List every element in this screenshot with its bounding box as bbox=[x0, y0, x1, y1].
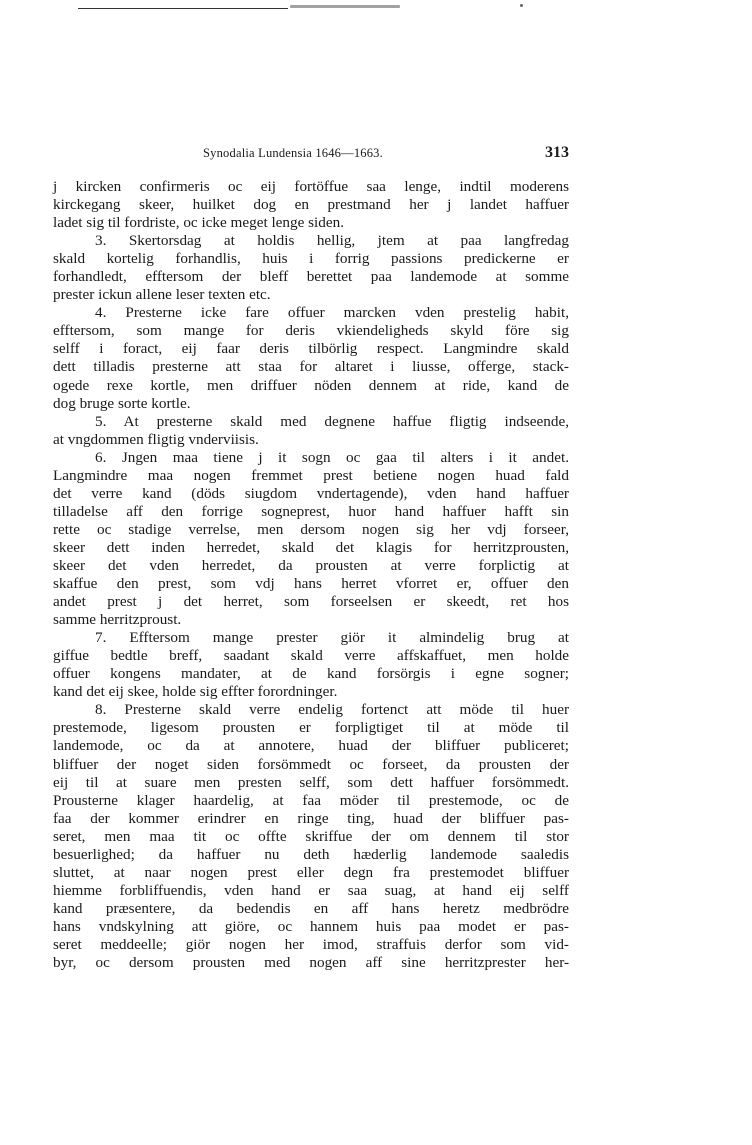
text-line: ladet sig til fordriste, oc icke meget lenge siden. bbox=[53, 214, 345, 232]
text-line: hans vndskylning att giöre, oc hannem huis paa modet er pas- bbox=[53, 917, 569, 935]
top-print-dot bbox=[520, 4, 523, 7]
text-line: 7. Efftersom mange prester giör it almindelig brug at bbox=[95, 629, 569, 647]
text-line: ogede rexe kortle, men driffuer nöden dennem at ride, kand de bbox=[53, 376, 569, 394]
top-rule bbox=[78, 8, 288, 9]
text-line: 6. Jngen maa tiene j it sogn oc gaa til alters i it andet. bbox=[95, 448, 569, 466]
text-line: giffue bedtle breff, saadant skald verre affskaffuet, men holde bbox=[53, 647, 569, 665]
page-header bbox=[53, 144, 569, 166]
text-line: samme herritzproust. bbox=[53, 611, 182, 629]
text-line: skeer dett inden herredet, skald det klagis for herritzprousten, bbox=[53, 538, 569, 556]
text-line: hiemme forbliffuendis, vden hand er saa suag, at hand eij selff bbox=[53, 881, 569, 899]
text-line: skaffue den prest, som vdj hans herret vforret er, offuer den bbox=[53, 575, 569, 593]
text-line: kand det eij skee, holde sig effter forordninger. bbox=[53, 683, 338, 701]
text-line: offuer kongens mandater, at de kand forsörgis i egne sogner; bbox=[53, 665, 569, 683]
text-line: seret meddeelle; giör nogen her imod, straffuis derfor som vid- bbox=[53, 935, 569, 953]
text-line: skeer det vden herredet, da prousten at verre forplictig at bbox=[53, 556, 569, 574]
text-line: 4. Presterne icke fare offuer marcken vden prestelig habit, bbox=[95, 304, 569, 322]
text-line: dog bruge sorte kortle. bbox=[53, 394, 191, 412]
page-number: 313 bbox=[545, 144, 569, 161]
text-line: skald kortelig forhandlis, huis i forrig passions predickerne er bbox=[53, 250, 569, 268]
text-line: eij til at suare men presten selff, som dett haffuer forsömmedt. bbox=[53, 773, 569, 791]
text-line: 3. Skertorsdag at holdis hellig, jtem at paa langfredag bbox=[95, 232, 569, 250]
text-line: det verre kand (döds siugdom vndertagende), vden hand haffuer bbox=[53, 484, 569, 502]
text-line: byr, oc dersom prousten med nogen aff sine herritzprester her- bbox=[53, 954, 569, 972]
text-line: landemode, oc da at annotere, huad der bliffuer publiceret; bbox=[53, 737, 569, 755]
text-line: 5. At presterne skald med degnene haffue fligtig indseende, bbox=[95, 412, 569, 430]
text-line: forhandledt, efftersom der bleff berettet paa landemode at somme bbox=[53, 268, 569, 286]
text-line: besuerlighed; da haffuer nu deth hæderlig landemode saaledis bbox=[53, 845, 569, 863]
text-line: Langmindre maa nogen fremmet prest betiene nogen huad fald bbox=[53, 466, 569, 484]
text-line: kand præsentere, da bedendis en aff hans heretz medbrödre bbox=[53, 899, 569, 917]
text-line: sluttet, at naar nogen prest eller degn fra prestemodet bliffuer bbox=[53, 863, 569, 881]
text-line: prestemode, ligesom prousten er forpligtiget til at möde til bbox=[53, 719, 569, 737]
text-line: tilladelse aff den forrige sogneprest, huor hand haffuer hafft sin bbox=[53, 502, 569, 520]
text-line: Prousterne klager haardelig, at faa möder til prestemode, oc de bbox=[53, 791, 569, 809]
text-line: at vngdommen fligtig vnderviisis. bbox=[53, 430, 259, 448]
text-line: 8. Presterne skald verre endelig fortenct att möde til huer bbox=[95, 701, 569, 719]
text-line: efftersom, som mange for deris vkiendeligheds skyld före sig bbox=[53, 322, 569, 340]
running-title: Synodalia Lundensia 1646—1663. bbox=[203, 146, 383, 160]
text-line: bliffuer der noget siden forsömmedt oc forseet, da prousten der bbox=[53, 755, 569, 773]
text-line: andet prest j det herret, som forseelsen er skeedt, ret hos bbox=[53, 593, 569, 611]
text-line: selff i foract, eij faar deris tilbörlig respect. Langmindre skald bbox=[53, 340, 569, 358]
text-line: prester ickun allene leser texten etc. bbox=[53, 286, 271, 304]
text-line: kirckegang skeer, huilket dog en prestmand her j landet haffuer bbox=[53, 196, 569, 214]
text-line: seret, men maa tit oc offte skriffue der om dennem til stor bbox=[53, 827, 569, 845]
text-line: rette oc stadige verrelse, men dersom nogen sig her vdj forseer, bbox=[53, 520, 569, 538]
body-text bbox=[53, 178, 569, 972]
text-line: dett tilladis presterne att staa for altaret i liusse, offerge, stack- bbox=[53, 358, 569, 376]
text-line: faa der kommer erindrer en ringe ting, huad der bliffuer pas- bbox=[53, 809, 569, 827]
text-line: j kircken confirmeris oc eij fortöffue saa lenge, indtil moderens bbox=[53, 178, 569, 195]
top-print-smudge bbox=[290, 5, 400, 8]
